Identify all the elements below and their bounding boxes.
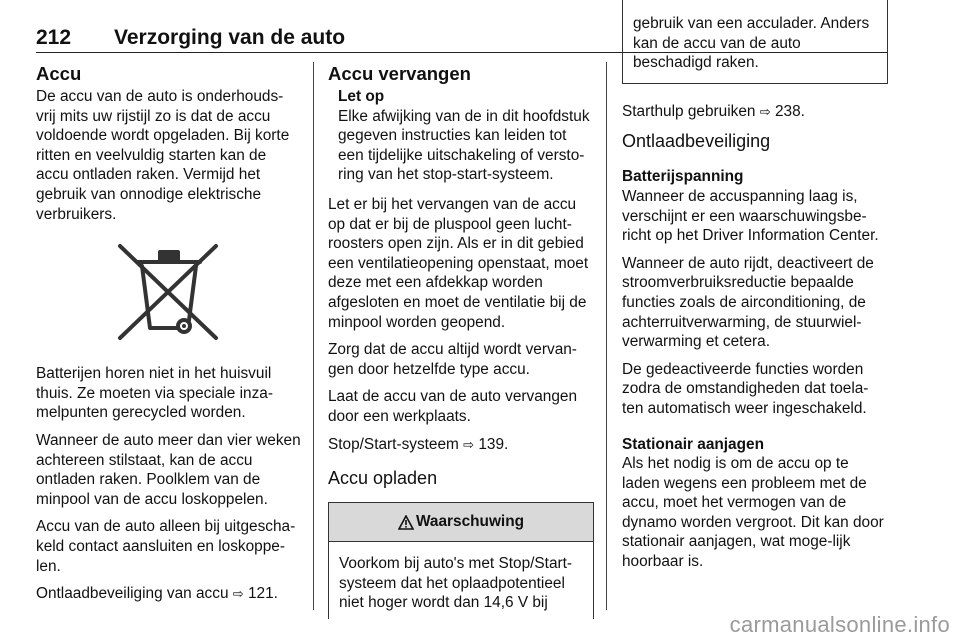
note-text: Elke afwijking van de in dit hoofdstuk gegeven instructies kan leiden tot een tijdelijke uitschakeling of versto-ring van het stop-start-systeem.	[338, 107, 590, 184]
paragraph: Laat de accu van de auto vervangen door een werkplaats.	[328, 388, 578, 425]
page-reference-icon: ⇨	[463, 437, 475, 453]
page-reference-icon: ⇨	[759, 104, 771, 120]
column-2	[328, 62, 594, 619]
recycling-figure	[36, 240, 302, 342]
column-3	[622, 15, 888, 580]
page-reference-icon: ⇨	[232, 587, 244, 603]
paragraph: Wanneer de auto rijdt, deactiveert de stroomverbruiksreductie bepaalde functies zoals de airconditioning, de achterruitverwarming, de stuurwiel-verwarming et cetera.	[622, 254, 874, 351]
section-heading-ontlaadbeveiliging: Ontlaadbeveiliging	[622, 131, 771, 152]
section-heading-accu-vervangen: Accu vervangen	[328, 63, 471, 84]
paragraph-with-reference: Ontlaadbeveiliging van accu ⇨ 121.	[36, 585, 278, 603]
paragraph: Wanneer de accuspanning laag is, verschijnt er een waarschuwingsbe-richt op het Driver Information Center.	[622, 187, 879, 245]
paragraph: Als het nodig is om de accu op te laden wegens een probleem met de accu, moet het vermogen van de dynamo worden vergroot. Dit kan door stationair aanjagen, wat moge-lijk hoorbaar is.	[622, 455, 884, 571]
section-heading-accu: Accu	[36, 63, 82, 84]
crossed-out-wheelie-bin-icon	[114, 240, 224, 342]
paragraph-with-reference: Stop/Start-systeem ⇨ 139.	[328, 435, 509, 453]
paragraph: Let er bij het vervangen van de accu op dat er bij de pluspool geen lucht-roosters open zijn. Als er in dit gebied een ventilatieopening openstaat, moet deze met een afdekkap worden afgesloten en moet de ventilatie bij de minpool worden geopend.	[328, 195, 589, 331]
warning-header	[329, 503, 593, 542]
paragraph: Zorg dat de accu altijd wordt vervan-gen door hetzelfde type accu.	[328, 341, 577, 378]
watermark: carmanualsonline.info	[729, 612, 950, 637]
subheading-stationair-aanjagen: Stationair aanjagen	[622, 435, 764, 453]
paragraph: De gedeactiveerde functies worden zodra de omstandigheden dat toela-ten automatisch weer ingeschakeld.	[622, 360, 869, 417]
paragraph: Batterijen horen niet in het huisvuil thuis. Ze moeten via speciale inza-melpunten gerecycled worden.	[36, 365, 273, 422]
paragraph-with-reference: Starthulp gebruiken ⇨ 238.	[622, 102, 805, 120]
paragraph: De accu van de auto is onderhouds-vrij mits uw rijstijl zo is dat de accu voldoende wordt opgeladen. Bij korte ritten en veelvuldig starten kan de accu ontladen raken. Vermijd het gebruik van onnodige elektrische verbruikers.	[36, 88, 290, 223]
warning-title: Waarschuwing	[415, 513, 525, 531]
subheading-batterijspanning: Batterijspanning	[622, 168, 744, 186]
page-title: Verzorging van de auto	[114, 26, 346, 49]
note-block	[328, 87, 594, 185]
note-title: Let op	[338, 88, 385, 105]
paragraph: Accu van de auto alleen bij uitgescha-keld contact aansluiten en loskoppe-len.	[36, 518, 296, 575]
page-reference: 139.	[478, 435, 509, 453]
page-reference: 238.	[774, 102, 805, 120]
section-heading-accu-opladen: Accu opladen	[328, 468, 438, 489]
page-reference: 121.	[247, 585, 278, 603]
page-number: 212	[36, 26, 72, 49]
warning-box-continued: gebruik van een acculader. Anders kan de accu van de auto beschadigd raken.	[622, 0, 888, 84]
column-1	[36, 62, 302, 613]
column-divider	[606, 62, 607, 610]
warning-triangle-icon	[398, 515, 414, 530]
column-divider	[313, 62, 314, 610]
warning-text: Voorkom bij auto's met Stop/Start-systeem dat het oplaadpotentieel niet hoger wordt dan 14,6 V bij	[339, 555, 573, 612]
paragraph: Wanneer de auto meer dan vier weken achtereen stilstaat, kan de accu ontladen raken. Poolklem van de minpool van de accu loskoppelen.	[36, 431, 301, 508]
warning-box	[328, 502, 594, 619]
